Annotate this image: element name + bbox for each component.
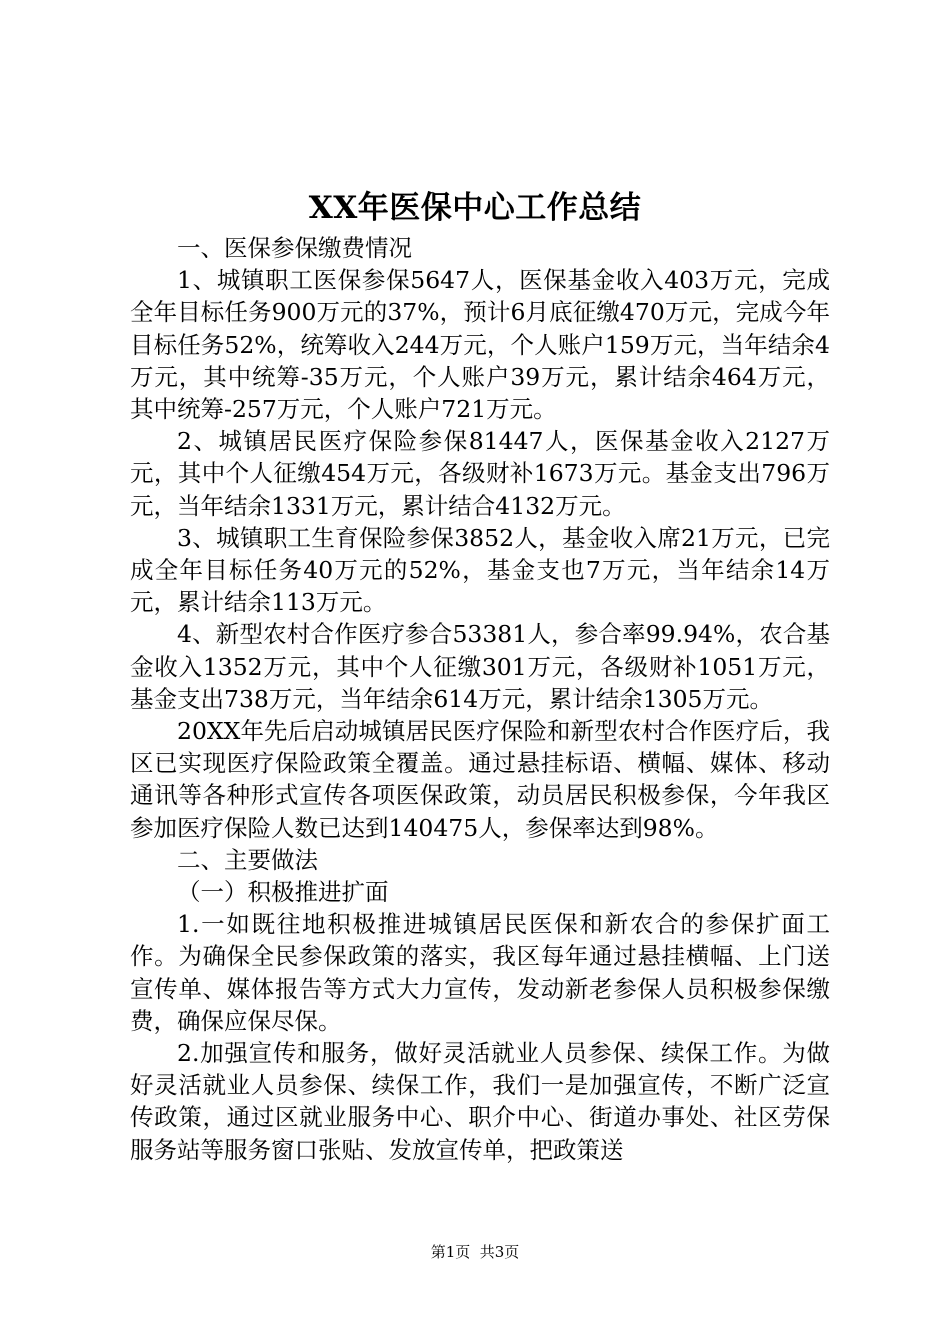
- document-title: XX年医保中心工作总结: [308, 190, 642, 226]
- subsection-heading: （一）积极推进扩面: [177, 878, 389, 907]
- body-paragraph: 3、城镇职工生育保险参保3852人，基金收入席21万元，已完成全年目标任务40万元的52%，基金支也7万元，当年结余14万元，累计结余113万元。: [130, 523, 830, 617]
- section-heading: 一、医保参保缴费情况: [177, 234, 412, 262]
- body-paragraph: 1、城镇职工医保参保5647人，医保基金收入403万元，完成全年目标任务900万元的37%，预计6月底征缴470万元，完成今年目标任务52%，统筹收入244万元，个人账户159万元，当年结余4万元，其中统筹-35万元，个人账户39万元，累计结余464万元，其中统筹-257万元，个人账户721万元。: [130, 266, 830, 424]
- section-heading: 二、主要做法: [177, 845, 318, 874]
- page-indicator: 第1页 共3页: [430, 1243, 520, 1261]
- document-body: [130, 232, 830, 1166]
- body-paragraph: 2.加强宣传和服务，做好灵活就业人员参保、续保工作。为做好灵活就业人员参保、续保工作，我们一是加强宣传，不断广泛宣传政策，通过区就业服务中心、职介中心、街道办事处、社区劳保服务站等服务窗口张贴、发放宣传单，把政策送: [130, 1039, 830, 1164]
- body-paragraph: 20XX年先后启动城镇居民医疗保险和新型农村合作医疗后，我区已实现医疗保险政策全覆盖。通过悬挂标语、横幅、媒体、移动通讯等各种形式宣传各项医保政策，动员居民积极参保，今年我区参加医疗保险人数已达到140475人，参保率达到98%。: [130, 717, 830, 842]
- body-paragraph: 2、城镇居民医疗保险参保81447人，医保基金收入2127万元，其中个人征缴454万元，各级财补1673万元。基金支出796万元，当年结余1331万元，累计结合4132万元。: [130, 427, 830, 520]
- body-paragraph: 4、新型农村合作医疗参合53381人，参合率99.94%，农合基金收入1352万元，其中个人征缴301万元，各级财补1051万元，基金支出738万元，当年结余614万元，累计结余1305万元。: [130, 620, 830, 713]
- body-paragraph: 1.一如既往地积极推进城镇居民医保和新农合的参保扩面工作。为确保全民参保政策的落实，我区每年通过悬挂横幅、上门送宣传单、媒体报告等方式大力宣传，发动新老参保人员积极参保缴费，确保应保尽保。: [130, 910, 830, 1035]
